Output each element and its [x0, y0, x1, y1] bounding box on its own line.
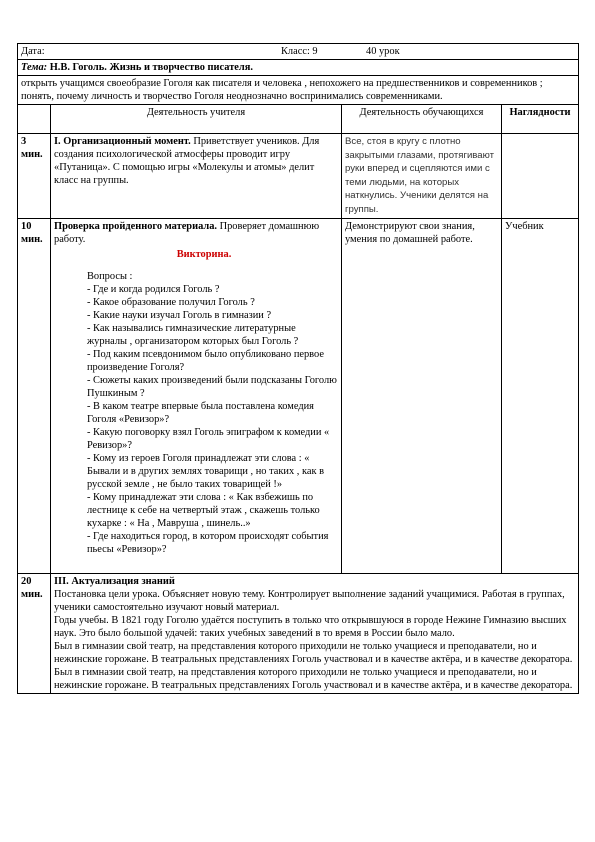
- stage3-paragraph: Был в гимназии свой театр, на представления которого приходили не только учащиеся и преподаватели, но и нежинские горожане. В театральных представлениях Гоголь участвовал и в качестве актёра, и в качестве декоратора. Был в гимназии свой театр, на представления которого приходили не только учащиеся и преподаватели, но и нежинские горожане. В театральных представлениях Гоголь участвовал и в качестве актёра, и в качестве декоратора.: [54, 640, 573, 691]
- stage3-time: [18, 573, 51, 693]
- teacher-column-header: Деятельность учителя: [51, 105, 342, 134]
- stage2-students: Демонстрируют свои знания, умения по домашней работе.: [342, 218, 502, 573]
- stage1-visuals: [502, 134, 579, 219]
- stage-row-homework-check: [18, 218, 579, 573]
- topic-cell: [18, 60, 579, 76]
- lesson-number: 40 урок: [366, 46, 400, 57]
- stage1-teacher: [51, 134, 342, 219]
- goal-cell: открыть учащимся своеобразие Гоголя как писателя и человека , непохожего на предшественников и современников ; понять, почему личность и творчество Гоголя неоднозначно воспринимались современниками.: [18, 76, 579, 105]
- question-item: - Сюжеты каких произведений были подсказаны Гоголю Пушкиным ?: [87, 374, 337, 399]
- stage3-content: [51, 573, 579, 693]
- stage1-title: I. Организационный момент.: [54, 136, 191, 147]
- stage3-time-unit: мин.: [21, 588, 43, 600]
- stage3-time-value: 20: [21, 575, 32, 587]
- stage2-visuals: Учебник: [502, 218, 579, 573]
- stage1-students: Все, стоя в кругу с плотно закрытыми глазами, протягивают руки вперед и сцепляются ими с теми людьми, на которых наткнулись. Ученики делятся на группы.: [342, 134, 502, 219]
- time-header-cell: [18, 105, 51, 134]
- stage-row-knowledge-update: [18, 573, 579, 693]
- question-item: - Какую поговорку взял Гоголь эпиграфом к комедии « Ревизор»?: [87, 426, 330, 451]
- question-item: - Где и когда родился Гоголь ?: [87, 283, 220, 295]
- stage3-paragraph: Годы учебы. В 1821 году Гоголю удаётся поступить в только что открывшуюся в городе Нежине Гимназию высших наук. Это было большой удачей: таких учебных заведений в то время в России было мало.: [54, 614, 567, 639]
- date-label: Дата:: [21, 46, 45, 57]
- goal-row: [18, 76, 579, 105]
- students-column-header: Деятельность обучающихся: [342, 105, 502, 134]
- stage2-title: Проверка пройденного материала.: [54, 220, 217, 232]
- question-item: - Какие науки изучал Гоголь в гимназии ?: [87, 309, 272, 321]
- topic-text: Н.В. Гоголь. Жизнь и творчество писателя.: [49, 62, 253, 73]
- question-item: - Какое образование получил Гоголь ?: [87, 296, 255, 308]
- stage2-teacher: [51, 218, 342, 573]
- class-label: Класс: 9: [281, 46, 318, 57]
- column-header-row: [18, 105, 579, 134]
- visuals-column-header: Наглядности: [502, 105, 579, 134]
- quiz-questions: [54, 270, 338, 556]
- question-item: - Под каким псевдонимом было опубликовано первое произведение Гоголя?: [87, 348, 324, 373]
- question-item: - В каком театре впервые была поставлена комедия Гоголя «Ревизор»?: [87, 400, 314, 425]
- stage3-title: III. Актуализация знаний: [54, 575, 175, 587]
- topic-label: Тема:: [21, 62, 48, 73]
- stage1-time-value: 3: [21, 136, 27, 147]
- quiz-title: Викторина.: [176, 248, 232, 260]
- stage2-time-value: 10: [21, 220, 32, 232]
- stage2-time-unit: мин.: [21, 233, 43, 245]
- stage1-text: Приветствует учеников. Для создания психологической атмосферы проводит игру «Путаница». С помощью игры «Молекулы и атомы» делит класс на группы.: [54, 136, 320, 186]
- question-item: - Кому принадлежат эти слова : « Как взбежишь по лестнице к себе на четвертый этаж , скажешь только кухарке : « На , Мавруша , шинель..»: [87, 491, 320, 529]
- stage2-text: Проверяет домашнюю работу.: [54, 220, 320, 245]
- question-item: - Кому из героев Гоголя принадлежат эти слова : « Бывали и в других землях товарищи , но таких , как в русской земле , не было таких товарищей !»: [87, 452, 325, 490]
- stage1-time: [18, 134, 51, 219]
- lesson-plan: [17, 43, 578, 694]
- stage-row-organizational: [18, 134, 579, 219]
- lesson-table: [17, 43, 579, 694]
- question-item: - Как назывались гимназические литературные журналы , организатором которых был Гоголь ?: [87, 322, 299, 347]
- stage2-time: [18, 218, 51, 573]
- header-row: [18, 44, 579, 60]
- stage3-paragraph: Постановка цели урока. Объясняет новую тему. Контролирует выполнение заданий учащимися. Работая в группах, ученики самостоятельно изучают новый материал.: [54, 588, 565, 613]
- topic-row: [18, 60, 579, 76]
- stage1-time-unit: мин.: [21, 149, 43, 160]
- header-cell: [18, 44, 579, 60]
- questions-label: Вопросы :: [87, 270, 133, 282]
- question-item: - Где находиться город, в котором происходят события пьесы «Ревизор»?: [87, 530, 329, 555]
